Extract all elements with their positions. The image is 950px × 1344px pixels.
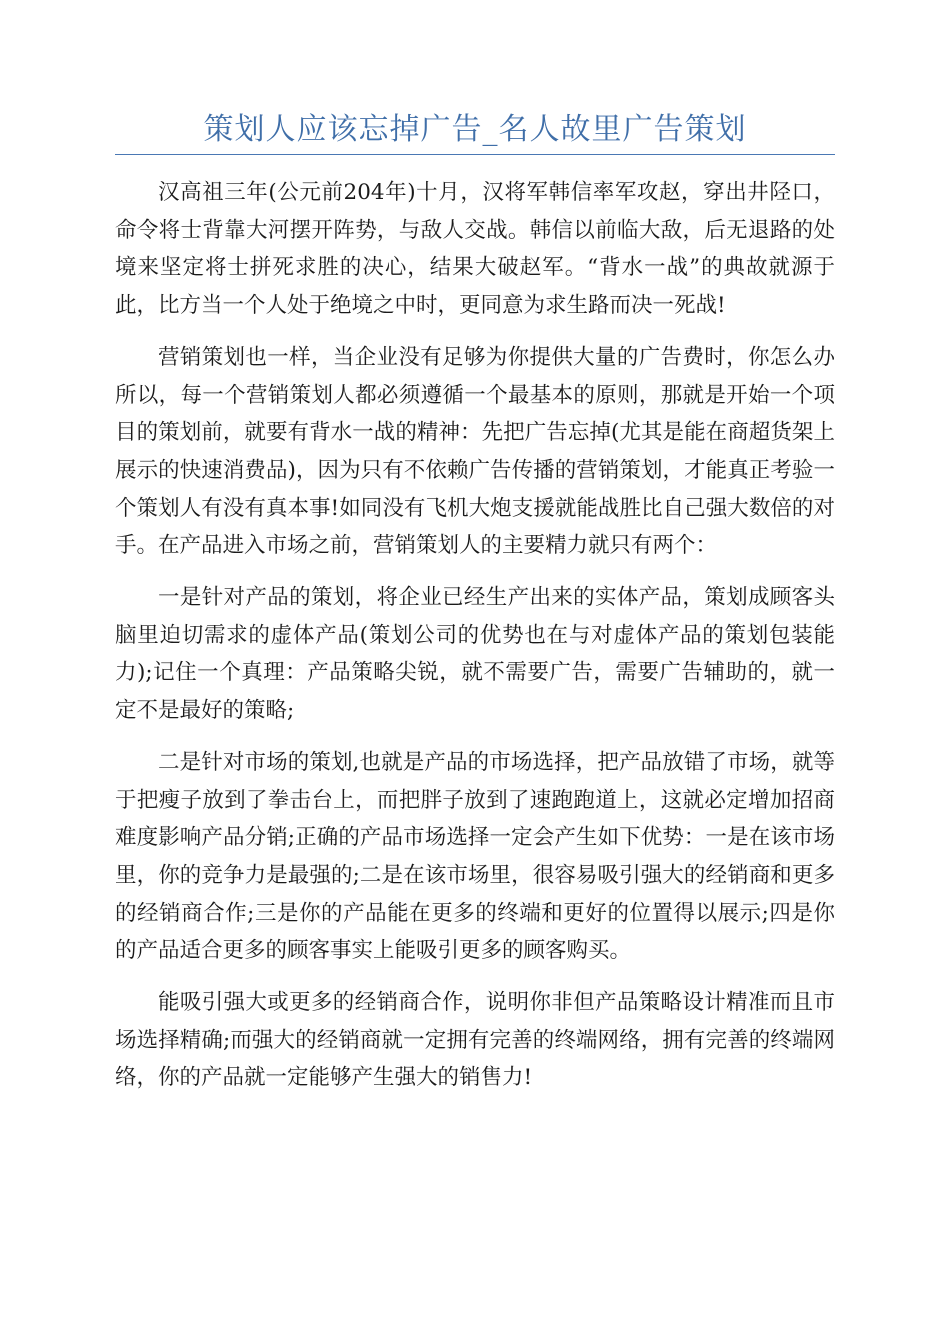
paragraph-4: 二是针对市场的策划,也就是产品的市场选择，把产品放错了市场，就等于把瘦子放到了拳击台上，而把胖子放到了速跑跑道上，这就必定增加招商难度影响产品分销;正确的产品市场选择一定会产生如下优势：一是在该市场里，你的竞争力是最强的;二是在该市场里，很容易吸引强大的经销商和更多的经销商合作;三是你的产品能在更多的终端和更好的位置得以展示;四是你的产品适合更多的顾客事实上能吸引更多的顾客购买。: [115, 749, 835, 964]
paragraph-2: 营销策划也一样，当企业没有足够为你提供大量的广告费时，你怎么办所以，每一个营销策划人都必须遵循一个最基本的原则，那就是开始一个项目的策划前，就要有背水一战的精神：先把广告忘掉(尤其是能在商超货架上展示的快速消费品)，因为只有不依赖广告传播的营销策划，才能真正考验一个策划人有没有真本事!如同没有飞机大炮支援就能战胜比自己强大数倍的对手。在产品进入市场之前，营销策划人的主要精力就只有两个：: [115, 344, 835, 559]
paragraph-1: 汉高祖三年(公元前204年)十月，汉将军韩信率军攻赵，穿出井陉口，命令将士背靠大河摆开阵势，与敌人交战。韩信以前临大敌，后无退路的处境来坚定将士拼死求胜的决心，结果大破赵军。“背水一战”的典故就源于此，比方当一个人处于绝境之中时，更同意为求生路而决一死战!: [115, 180, 835, 319]
document-body: [115, 174, 835, 1111]
paragraph-3: 一是针对产品的策划，将企业已经生产出来的实体产品，策划成顾客头脑里迫切需求的虚体产品(策划公司的优势也在与对虚体产品的策划包装能力);记住一个真理：产品策略尖锐，就不需要广告，需要广告辅助的，就一定不是最好的策略;: [115, 585, 835, 724]
title-underline: [115, 154, 835, 155]
document-title: 策划人应该忘掉广告_名人故里广告策划: [203, 112, 747, 147]
paragraph-5: 能吸引强大或更多的经销商合作，说明你非但产品策略设计精准而且市场选择精确;而强大的经销商就一定拥有完善的终端网络，拥有完善的终端网络，你的产品就一定能够产生强大的销售力!: [115, 990, 835, 1091]
